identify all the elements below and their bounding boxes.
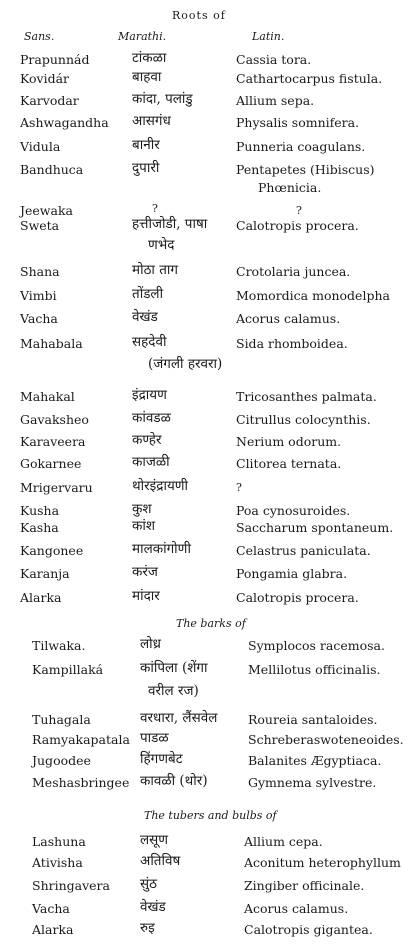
- barks-latin-cell: Symplocos racemosa.: [248, 638, 385, 653]
- roots-sans-cell: Prapunnád: [20, 52, 90, 67]
- roots-sans-cell: Karaveera: [20, 434, 86, 449]
- roots-latin-cell: Saccharum spontaneum.: [236, 520, 394, 535]
- roots-marathi-cell: कण्हेर: [132, 432, 162, 448]
- roots-sans-cell: Gavaksheo: [20, 412, 89, 427]
- roots-sans-cell: Sweta: [20, 218, 60, 233]
- tubers-marathi-cell: लसूण: [140, 832, 169, 848]
- roots-sans-cell: Vimbi: [20, 288, 57, 303]
- roots-latin-cell: Momordica monodelpha: [236, 288, 390, 303]
- roots-marathi-cell: तोंडली: [132, 286, 164, 302]
- roots-marathi-cell: वेखंड: [132, 309, 158, 325]
- tubers-latin-cell: Allium cepa.: [244, 834, 323, 849]
- roots-sans-cell: Bandhuca: [20, 162, 84, 177]
- tubers-marathi-cell: अतिविष: [140, 853, 181, 869]
- barks-sans-cell: Meshasbringee: [32, 775, 130, 790]
- roots-sans-cell: Mrigervaru: [20, 480, 93, 495]
- roots-marathi-cell: कांश: [132, 518, 156, 534]
- roots-sans-cell: Karanja: [20, 566, 70, 581]
- roots-marathi-cell: मांदार: [132, 588, 160, 604]
- tubers-marathi-cell: सुंठ: [140, 876, 157, 892]
- roots-sans-cell: Vacha: [20, 311, 58, 326]
- roots-sans-cell: Mahakal: [20, 389, 75, 404]
- roots-latin-cell: Phœnicia.: [258, 180, 322, 195]
- tubers-latin-cell: Calotropis gigantea.: [244, 922, 373, 937]
- tubers-marathi-cell: रुइ: [140, 920, 155, 936]
- header-marathi: Marathi.: [118, 30, 167, 43]
- roots-marathi-cell: काजळी: [132, 454, 170, 470]
- barks-marathi-cell: कांपिला (शेंगा: [140, 660, 208, 676]
- roots-latin-cell: Celastrus paniculata.: [236, 543, 371, 558]
- barks-marathi-cell: पाडळ: [140, 730, 169, 746]
- roots-marathi-cell: णभेद: [148, 237, 175, 253]
- roots-latin-cell: Calotropis procera.: [236, 218, 359, 233]
- barks-sans-cell: Tilwaka.: [32, 638, 86, 653]
- roots-marathi-cell: करंज: [132, 564, 158, 580]
- roots-marathi-cell: कांदा, पलांडु: [132, 91, 193, 107]
- roots-latin-cell: Crotolaria juncea.: [236, 264, 351, 279]
- tubers-sans-cell: Vacha: [32, 901, 70, 916]
- roots-latin-cell: Physalis somnifera.: [236, 115, 360, 130]
- roots-sans-cell: Karvodar: [20, 93, 79, 108]
- barks-latin-cell: Roureia santaloides.: [248, 712, 378, 727]
- roots-marathi-cell: थोरइंद्रायणी: [132, 478, 189, 494]
- roots-marathi-cell: टांकळा: [132, 50, 167, 66]
- section-title-barks: The barks of: [176, 617, 246, 630]
- roots-marathi-cell: दुपारी: [132, 160, 160, 176]
- roots-sans-cell: Shana: [20, 264, 60, 279]
- roots-latin-cell: ?: [236, 481, 242, 494]
- barks-marathi-cell: हिंगणबेट: [140, 751, 183, 767]
- barks-latin-cell: Schreberaswoteneoides.: [248, 732, 404, 747]
- roots-marathi-cell: (जंगली हरवरा): [148, 356, 223, 372]
- roots-marathi-cell: आसगंध: [132, 113, 171, 129]
- section-title-tubers: The tubers and bulbs of: [144, 809, 277, 822]
- tubers-sans-cell: Ativisha: [32, 855, 83, 870]
- barks-sans-cell: Kampillaká: [32, 662, 104, 677]
- roots-marathi-cell: बाहवा: [132, 69, 162, 85]
- header-latin: Latin.: [252, 30, 285, 43]
- roots-marathi-cell: मोठा ताग: [132, 262, 178, 278]
- roots-sans-cell: Vidula: [20, 139, 61, 154]
- roots-sans-cell: Alarka: [20, 590, 62, 605]
- barks-latin-cell: Balanites Ægyptiaca.: [248, 753, 382, 768]
- roots-latin-cell: Sida rhomboidea.: [236, 336, 348, 351]
- roots-sans-cell: Kusha: [20, 503, 60, 518]
- page-title: Roots of: [172, 9, 226, 22]
- roots-latin-cell: Citrullus colocynthis.: [236, 412, 371, 427]
- barks-marathi-cell: लोध्र: [140, 636, 161, 652]
- barks-sans-cell: Tuhagala: [32, 712, 91, 727]
- roots-sans-cell: Kangonee: [20, 543, 84, 558]
- roots-latin-cell: Cathartocarpus fistula.: [236, 71, 383, 86]
- roots-sans-cell: Jeewaka: [20, 203, 73, 218]
- roots-latin-cell: Punneria coagulans.: [236, 139, 366, 154]
- barks-latin-cell: Gymnema sylvestre.: [248, 775, 377, 790]
- barks-marathi-cell: वरील रज): [148, 683, 199, 699]
- roots-marathi-cell: ?: [152, 202, 158, 215]
- tubers-latin-cell: Zingiber officinale.: [244, 878, 365, 893]
- tubers-sans-cell: Shringavera: [32, 878, 110, 893]
- roots-latin-cell: Calotropis procera.: [236, 590, 359, 605]
- roots-latin-cell: Pongamia glabra.: [236, 566, 348, 581]
- roots-sans-cell: Kasha: [20, 520, 59, 535]
- roots-sans-cell: Kovidár: [20, 71, 70, 86]
- roots-sans-cell: Mahabala: [20, 336, 83, 351]
- roots-latin-cell: Tricosanthes palmata.: [236, 389, 377, 404]
- tubers-sans-cell: Lashuna: [32, 834, 86, 849]
- roots-marathi-cell: कुश: [132, 501, 152, 517]
- roots-marathi-cell: सहदेवी: [132, 334, 167, 350]
- roots-marathi-cell: मालकांगोणी: [132, 541, 191, 557]
- barks-marathi-cell: कावळी (थोर): [140, 773, 208, 789]
- barks-marathi-cell: वरधारा, लैंसवेल: [140, 710, 218, 726]
- roots-latin-cell: Poa cynosuroides.: [236, 503, 351, 518]
- roots-latin-cell: Nerium odorum.: [236, 434, 342, 449]
- tubers-latin-cell: Acorus calamus.: [244, 901, 349, 916]
- roots-latin-cell: Acorus calamus.: [236, 311, 341, 326]
- barks-latin-cell: Mellilotus officinalis.: [248, 662, 381, 677]
- roots-latin-cell: ?: [296, 204, 302, 217]
- roots-sans-cell: Ashwagandha: [20, 115, 109, 130]
- roots-marathi-cell: कांवडळ: [132, 410, 171, 426]
- roots-latin-cell: Pentapetes (Hibiscus): [236, 162, 375, 177]
- roots-sans-cell: Gokarnee: [20, 456, 82, 471]
- tubers-sans-cell: Alarka: [32, 922, 74, 937]
- tubers-latin-cell: Aconitum heterophyllum: [244, 855, 401, 870]
- tubers-marathi-cell: वेखंड: [140, 899, 166, 915]
- roots-marathi-cell: हत्तीजोडी, पाषा: [132, 216, 208, 232]
- roots-marathi-cell: इंद्रायण: [132, 387, 167, 403]
- barks-sans-cell: Ramyakapatala: [32, 732, 130, 747]
- roots-latin-cell: Allium sepa.: [236, 93, 315, 108]
- header-sans: Sans.: [24, 30, 55, 43]
- barks-sans-cell: Jugoodee: [32, 753, 91, 768]
- roots-marathi-cell: बानीर: [132, 137, 160, 153]
- roots-latin-cell: Clitorea ternata.: [236, 456, 342, 471]
- roots-latin-cell: Cassia tora.: [236, 52, 312, 67]
